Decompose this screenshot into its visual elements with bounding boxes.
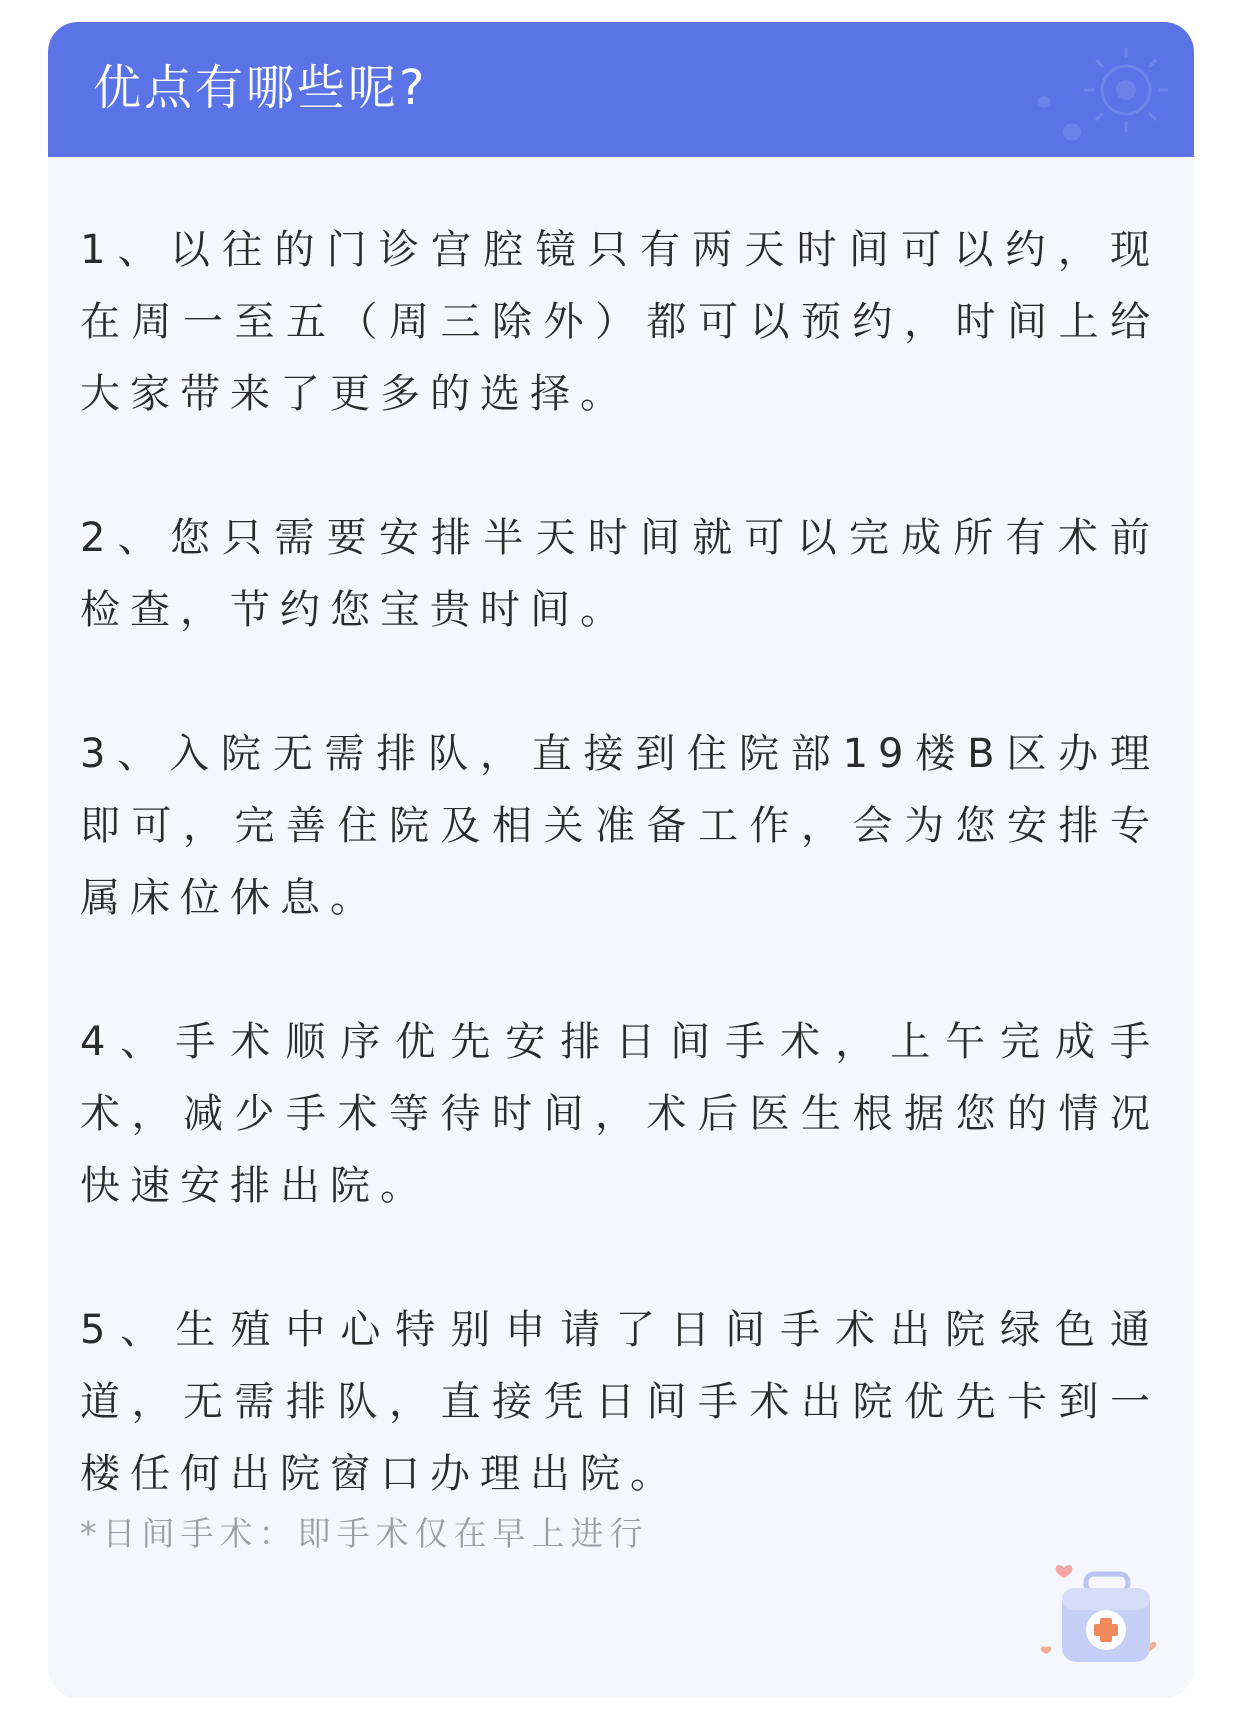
content-list	[80, 214, 1160, 1556]
list-item: 3、入院无需排队，直接到住院部19楼B区办理即可，完善住院及相关准备工作，会为您安排专属床位休息。	[80, 731, 1160, 921]
header-title: 优点有哪些呢?	[93, 60, 428, 116]
footnote: *日间手术：即手术仅在早上进行	[80, 1514, 649, 1553]
virus-icon	[1014, 22, 1174, 157]
medical-kit-icon	[1038, 1556, 1168, 1676]
list-item: 4、手术顺序优先安排日间手术，上午完成手术，减少手术等待时间，术后医生根据您的情况快速安排出院。	[80, 1019, 1160, 1209]
card-header	[48, 22, 1194, 157]
list-item: 2、您只需要安排半天时间就可以完成所有术前检查，节约您宝贵时间。	[80, 515, 1160, 633]
list-item: 1、以往的门诊宫腔镜只有两天时间可以约，现在周一至五（周三除外）都可以预约，时间上给大家带来了更多的选择。	[80, 227, 1160, 417]
list-item: 5、生殖中心特别申请了日间手术出院绿色通道，无需排队，直接凭日间手术出院优先卡到一楼任何出院窗口办理出院。	[80, 1307, 1160, 1497]
info-card	[48, 22, 1194, 1698]
